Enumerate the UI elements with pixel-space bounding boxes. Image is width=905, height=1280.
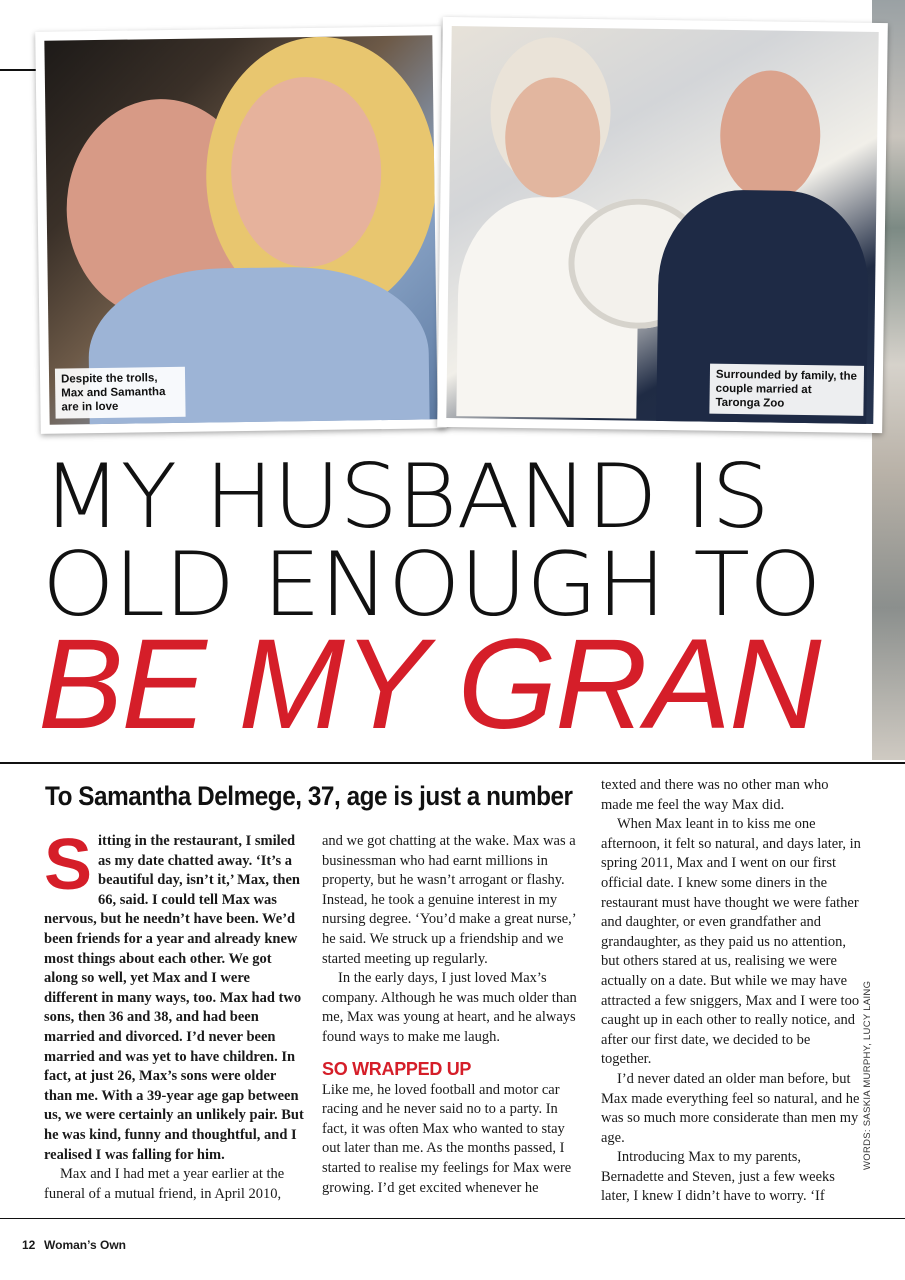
top-rule xyxy=(0,69,40,71)
headline-line-2: OLD ENOUGH TO xyxy=(42,533,821,636)
paragraph: Max and I had met a year earlier at the funeral of a mutual friend, in April 2010, xyxy=(44,1166,285,1202)
byline-credit: WORDS: SASKIA MURPHY, LUCY LAING xyxy=(862,980,873,1170)
photo-caption-right: Surrounded by family, the couple married at Taronga Zoo xyxy=(709,364,864,416)
paragraph: In the early days, I just loved Max’s company. Although he was much older than me, Max was young at heart, and he always found ways to make me laugh. xyxy=(322,970,577,1045)
paragraph: When Max leant in to kiss me one afternoon, it felt so natural, and days later, in spring 2011, Max and I went on our first official date. I knew some diners in the restaurant must have thought we were father and daughter, or even grandfather and grandaughter, as they paid us no attention, but others stared at us, realising we were actually on a date. But while we may have attracted a few sniggers, Max and I were too caught up in each other to really notice, and after our first date, we decided to be together. xyxy=(601,816,861,1068)
paragraph: Introducing Max to my parents, Bernadette and Steven, just a few weeks later, I knew I didn’t have to worry. ‘If xyxy=(601,1149,835,1205)
paragraph: Like me, he loved football and motor car racing and he never said no to a party. In fact, it was often Max who wanted to stay out later than me. As the months passed, I started to realise my feelings for Max were growing. I’d get excited whenever he xyxy=(322,1081,572,1196)
footer-rule xyxy=(0,1218,905,1219)
drop-cap: S xyxy=(44,825,93,905)
subheading: SO WRAPPED UP xyxy=(322,1058,472,1079)
headline-rule xyxy=(0,762,905,764)
page-number: 12 xyxy=(22,1238,36,1252)
article-column-3 xyxy=(601,776,863,1207)
article-column-1 xyxy=(44,825,304,1204)
bride-face-shape xyxy=(504,77,601,198)
paragraph: I’d never dated an older man before, but Max made everything feel so natural, and he was so much more considerate than men my age. xyxy=(601,1070,860,1146)
headline-line-3: BE MY GRAN xyxy=(38,613,820,756)
groom-face-shape xyxy=(719,70,821,201)
paragraph: texted and there was no other man who made me feel the way Max did. xyxy=(601,777,829,813)
article-column-2 xyxy=(322,832,584,1198)
photo-wedding-image xyxy=(446,26,878,424)
intro-text: itting in the restaurant, I smiled as my date chatted away. ‘It’s a beautiful day, isn’t it,’ Max, then 66, said. I could tell Max was nervous, but he needn’t have been. We’d been friends for a year and already knew most things about each other. We got along so well, yet Max and I were different in many ways, too. Max had two sons, then 36 and 38, and had been married and divorced. I’d never been married and was yet to have children. In fact, at just 26, Max’s sons were older than me. With a 39-year age gap between us, we were certainly an unlikely pair. But he was kind, funny and thoughtful, and I realised I was falling for him. xyxy=(44,833,304,1163)
magazine-name: Woman’s Own xyxy=(44,1238,127,1252)
paragraph: and we got chatting at the wake. Max was a businessman who had earnt millions in property, but he wasn’t arrogant or flashy. Instead, he took a genuine interest in my nursing degree. ‘You’d make a great nurse,’ he said. We struck up a friendship and we started meeting up regularly. xyxy=(322,833,576,967)
headline-line-1: MY HUSBAND IS xyxy=(42,445,769,548)
intro-paragraph xyxy=(44,825,304,1165)
photo-couple-embrace xyxy=(35,26,447,434)
photo-couple-embrace-image xyxy=(44,35,437,424)
standfirst: To Samantha Delmege, 37, age is just a number xyxy=(45,781,573,811)
photo-caption-left: Despite the trolls, Max and Samantha are in love xyxy=(55,367,186,419)
photo-wedding xyxy=(437,17,888,433)
